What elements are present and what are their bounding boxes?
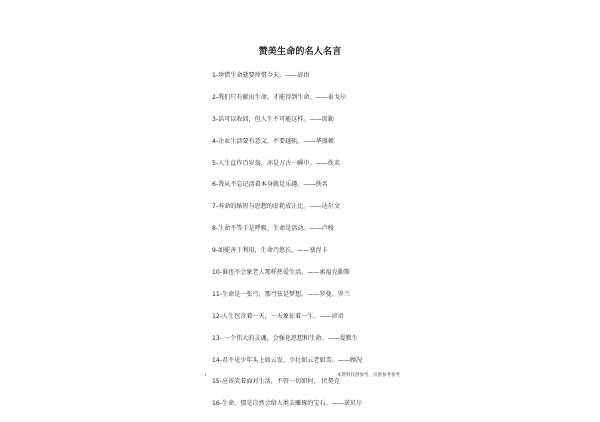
quote-item: 16-生命，那是自然会给人类去雕琢的宝石。——诺贝尔	[212, 400, 363, 408]
quote-item: 14-君不见少年头上如云发，少壮如云老如雪。——顾况	[212, 356, 363, 364]
quote-list	[212, 72, 362, 422]
quote-item: 8-生命不等于是呼吸，生命是活动。——卢梭	[212, 225, 334, 233]
page-number: 1	[204, 373, 207, 377]
page-title: 赞美生命的名人名言	[258, 47, 342, 57]
quote-item: 3-话可以收回，但人生不可能这样。——席勒	[212, 115, 334, 123]
quote-item: 2-我们只有献出生命，才能得到生命。——泰戈尔	[212, 93, 347, 101]
quote-item: 12-人生包含着一天，一天象征着一生。——谚语	[212, 312, 344, 320]
quote-item: 15-应该笑着面对生活，不管一切如何， 伏契克	[212, 378, 340, 386]
footer-note: 本资料仅供参考，仅供参考参考	[337, 373, 400, 378]
quote-item: 5-人生直作百岁翁，亦是万古一瞬中。——佚名	[212, 159, 340, 167]
quote-item: 9-如能善于利用，生命乃悠长。——塞涅卡	[212, 247, 328, 255]
quote-item: 10-谁也不会象老人那样热爱生活。——索福克勒斯	[212, 269, 350, 277]
quote-item: 13- 一个伟大的灵魂，会强化思想和生命。——爱默生	[212, 334, 358, 342]
quote-item: 7-寿命的缩短与思想的虚耗成正比。——达尔文	[212, 203, 340, 211]
quote-item: 1-珍惜生命就要珍惜今天。——谚语	[212, 72, 310, 79]
quote-item: 6-我从不忘记活着本身就是乐趣。——佚名	[212, 181, 328, 189]
quote-item: 11-生命是一张弓，那弓弦是梦想。——罗曼、罗兰	[212, 290, 350, 298]
quote-item: 4-企业生活要有意义，不要越轨。——华盛顿	[212, 137, 334, 145]
